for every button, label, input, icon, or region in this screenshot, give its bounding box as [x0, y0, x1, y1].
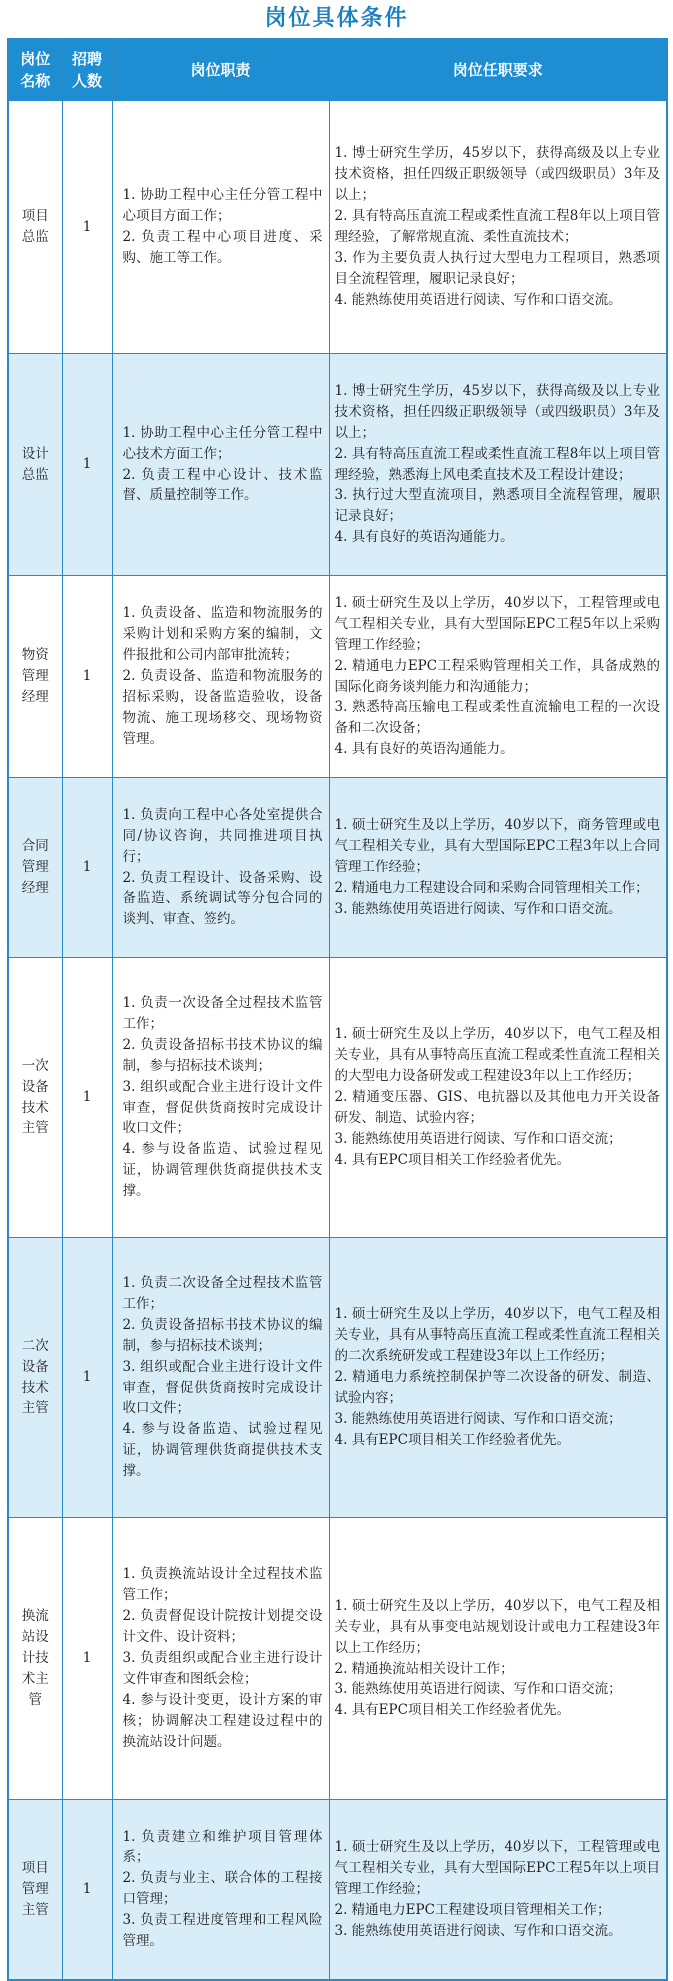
position-count: 1 — [62, 778, 112, 958]
header-row — [8, 39, 667, 101]
table-row — [8, 101, 667, 354]
duties-cell — [112, 1518, 329, 1800]
position-name: 换流站设计技术主管 — [8, 1518, 62, 1800]
requirement-item: 2. 具有特高压直流工程或柔性直流工程8年以上项目管理经验，熟悉海上风电柔直技术及工程设计建设； — [334, 445, 660, 483]
requirement-item: 1. 硕士研究生及以上学历，40岁以下，电气工程及相关专业，具有从事特高压直流工程或柔性直流工程相关的大型电力设备研发或工程建设3年以上工作经历； — [334, 1026, 660, 1085]
page-title: 岗位具体条件 — [264, 6, 409, 31]
position-name: 项目管理主管 — [8, 1800, 62, 1980]
requirement-item: 3. 能熟练使用英语进行阅读、写作和口语交流。 — [334, 1922, 622, 1939]
requirement-item: 3. 能熟练使用英语进行阅读、写作和口语交流； — [334, 1410, 622, 1427]
requirement-item: 4. 具有EPC项目相关工作经验者优先。 — [334, 1431, 570, 1448]
header-count: 招聘人数 — [62, 39, 112, 101]
position-name: 物资管理经理 — [8, 576, 62, 778]
requirements-cell — [329, 778, 667, 958]
requirement-item: 2. 精通电力EPC工程建设项目管理相关工作； — [334, 1901, 611, 1918]
position-count: 1 — [62, 354, 112, 576]
duties-cell — [112, 1238, 329, 1518]
position-name: 二次设备技术主管 — [8, 1238, 62, 1518]
requirement-item: 3. 作为主要负责人执行过大型电力工程项目，熟悉项目全流程管理，履职记录良好； — [334, 249, 660, 287]
header-position: 岗位名称 — [8, 39, 62, 101]
table-row — [8, 354, 667, 576]
duty-item: 1. 负责一次设备全过程技术监管工作； — [122, 994, 323, 1032]
position-count: 1 — [62, 1518, 112, 1800]
requirement-item: 4. 具有良好的英语沟通能力。 — [334, 741, 514, 758]
header-duties: 岗位职责 — [112, 39, 329, 101]
requirement-item: 1. 硕士研究生及以上学历，40岁以下，电气工程及相关专业，具有从事特高压直流工程或柔性直流工程相关的二次系统研发或工程建设3年以上工作经历； — [334, 1306, 660, 1365]
duties-cell — [112, 778, 329, 958]
duty-item: 1. 负责建立和维护项目管理体系； — [122, 1828, 323, 1866]
requirement-item: 2. 精通电力工程建设合同和采购合同管理相关工作； — [334, 879, 649, 896]
duty-item: 1. 协助工程中心主任分管工程中心技术方面工作； — [122, 424, 323, 462]
duty-item: 2. 负责与业主、联合体的工程接口管理； — [122, 1870, 323, 1908]
duty-item: 3. 组织或配合业主进行设计文件审查，督促供货商按时完成设计收口文件； — [122, 1078, 323, 1137]
table-row — [8, 576, 667, 778]
duty-item: 1. 负责向工程中心各处室提供合同/协议咨询，共同推进项目执行； — [122, 806, 323, 865]
duties-cell — [112, 354, 329, 576]
requirements-cell — [329, 958, 667, 1238]
duty-item: 3. 组织或配合业主进行设计文件审查，督促供货商按时完成设计收口文件； — [122, 1358, 323, 1417]
requirement-item: 3. 执行过大型直流项目，熟悉项目全流程管理，履职记录良好； — [334, 487, 660, 525]
requirement-item: 1. 硕士研究生及以上学历，40岁以下，工程管理或电气工程相关专业，具有大型国际EPC工程5年以上项目管理工作经验； — [334, 1838, 660, 1897]
requirement-item: 2. 精通电力系统控制保护等二次设备的研发、制造、试验内容； — [334, 1369, 660, 1406]
requirement-item: 2. 精通换流站相关设计工作； — [334, 1660, 514, 1677]
duty-item: 2. 负责工程设计、设备采购、设备监造、系统调试等分包合同的谈判、审查、签约。 — [122, 869, 323, 928]
duty-item: 2. 负责督促设计院按计划提交设计文件、设计资料； — [122, 1608, 323, 1646]
duties-cell — [112, 101, 329, 354]
requirement-item: 3. 能熟练使用英语进行阅读、写作和口语交流； — [334, 1681, 622, 1698]
duty-item: 4. 参与设备监造、试验过程见证，协调管理供货商提供技术支撑。 — [122, 1421, 323, 1480]
duty-item: 2. 负责设备招标书技术协议的编制，参与招标技术谈判； — [122, 1316, 323, 1354]
table-row — [8, 1800, 667, 1980]
requirement-item: 4. 具有EPC项目相关工作经验者优先。 — [334, 1702, 570, 1719]
requirements-cell — [329, 1800, 667, 1980]
duty-item: 4. 参与设计变更，设计方案的审核；协调解决工程建设过程中的换流站设计问题。 — [122, 1691, 323, 1750]
header-requirements: 岗位任职要求 — [329, 39, 667, 101]
requirement-item: 2. 精通变压器、GIS、电抗器以及其他电力开关设备研发、制造、试验内容； — [334, 1089, 660, 1126]
requirements-cell — [329, 1238, 667, 1518]
duty-item: 1. 负责设备、监造和物流服务的采购计划和采购方案的编制，文件报批和公司内部审批流转； — [122, 605, 323, 664]
duties-cell — [112, 958, 329, 1238]
requirement-item: 3. 熟悉特高压输电工程或柔性直流输电工程的一次设备和二次设备； — [334, 699, 660, 737]
requirement-item: 3. 能熟练使用英语进行阅读、写作和口语交流。 — [334, 900, 622, 917]
duty-item: 1. 协助工程中心主任分管工程中心项目方面工作； — [122, 187, 323, 225]
requirement-item: 1. 硕士研究生及以上学历，40岁以下，电气工程及相关专业，具有从事变电站规划设计或电力工程建设3年以上工作经历； — [334, 1597, 660, 1656]
requirement-item: 1. 博士研究生学历，45岁以下，获得高级及以上专业技术资格，担任四级正职级领导（或四级职员）3年及以上； — [334, 145, 660, 204]
position-count: 1 — [62, 101, 112, 354]
duty-item: 3. 负责组织或配合业主进行设计文件审查和图纸会检； — [122, 1650, 323, 1687]
requirement-item: 4. 具有良好的英语沟通能力。 — [334, 529, 514, 546]
position-name: 一次设备技术主管 — [8, 958, 62, 1238]
duty-item: 1. 负责二次设备全过程技术监管工作； — [122, 1274, 323, 1312]
table-row — [8, 1238, 667, 1518]
requirements-cell — [329, 1518, 667, 1800]
table-header — [8, 39, 667, 101]
duty-item: 2. 负责设备招标书技术协议的编制，参与招标技术谈判； — [122, 1036, 323, 1074]
duty-item: 4. 参与设备监造、试验过程见证，协调管理供货商提供技术支撑。 — [122, 1141, 323, 1200]
table-row — [8, 958, 667, 1238]
table-body — [8, 101, 667, 1980]
duty-item: 2. 负责设备、监造和物流服务的招标采购，设备监造验收，设备物流、施工现场移交、现场物资管理。 — [122, 668, 323, 747]
requirement-item: 2. 具有特高压直流工程或柔性直流工程8年以上项目管理经验，了解常规直流、柔性直流技术； — [334, 208, 660, 245]
position-count: 1 — [62, 958, 112, 1238]
duty-item: 2. 负责工程中心设计、技术监督、质量控制等工作。 — [122, 466, 323, 504]
position-count: 1 — [62, 1800, 112, 1980]
table-row — [8, 1518, 667, 1800]
duty-item: 1. 负责换流站设计全过程技术监管工作； — [122, 1566, 323, 1604]
position-count: 1 — [62, 1238, 112, 1518]
duties-cell — [112, 576, 329, 778]
requirement-item: 4. 能熟练使用英语进行阅读、写作和口语交流。 — [334, 291, 622, 308]
positions-table — [7, 38, 668, 1981]
table-row — [8, 778, 667, 958]
requirement-item: 3. 能熟练使用英语进行阅读、写作和口语交流； — [334, 1130, 622, 1147]
duty-item: 2. 负责工程中心项目进度、采购、施工等工作。 — [122, 229, 323, 266]
requirement-item: 1. 博士研究生学历，45岁以下，获得高级及以上专业技术资格，担任四级正职级领导（或四级职员）3年及以上； — [334, 382, 660, 441]
requirements-cell — [329, 576, 667, 778]
position-name: 设计总监 — [8, 354, 62, 576]
position-name: 项目总监 — [8, 101, 62, 354]
position-name: 合同管理经理 — [8, 778, 62, 958]
position-count: 1 — [62, 576, 112, 778]
requirements-cell — [329, 354, 667, 576]
requirements-cell — [329, 101, 667, 354]
duty-item: 3. 负责工程进度管理和工程风险管理。 — [122, 1912, 323, 1950]
requirement-item: 4. 具有EPC项目相关工作经验者优先。 — [334, 1151, 570, 1168]
duties-cell — [112, 1800, 329, 1980]
requirement-item: 1. 硕士研究生及以上学历，40岁以下，工程管理或电气工程相关专业，具有大型国际EPC工程5年以上采购管理工作经验； — [334, 594, 660, 653]
requirement-item: 2. 精通电力EPC工程采购管理相关工作，具备成熟的国际化商务谈判能力和沟通能力； — [334, 657, 660, 695]
requirement-item: 1. 硕士研究生及以上学历，40岁以下，商务管理或电气工程相关专业，具有大型国际EPC工程3年以上合同管理工作经验； — [334, 817, 660, 876]
